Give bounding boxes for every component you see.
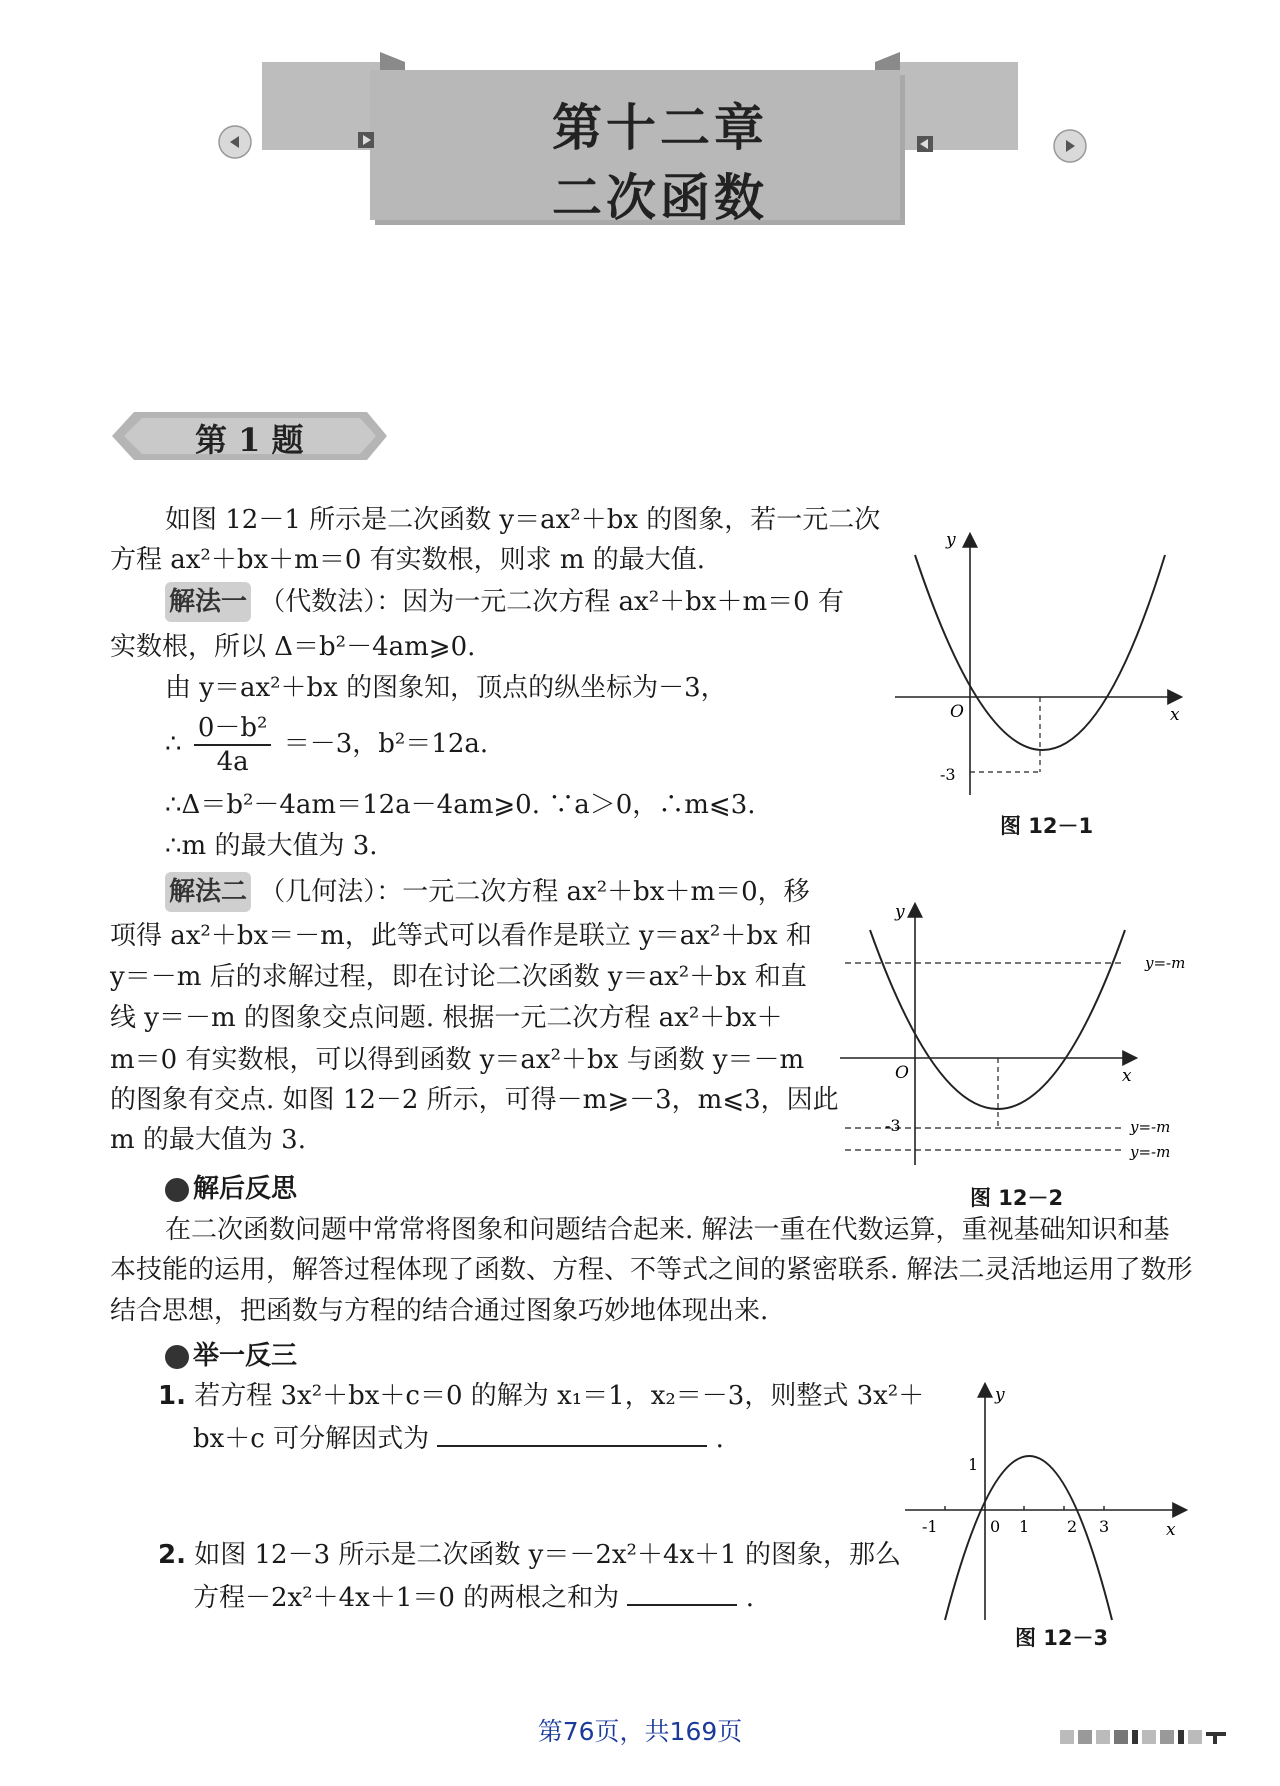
tick-label-0: 0 — [990, 1517, 1001, 1536]
solution1-text1: （代数法）：因为一元二次方程 ax²＋bx＋m＝0 有 — [259, 587, 844, 617]
solution2-line1 — [165, 872, 810, 912]
figure-12-3-caption: 图 12－3 — [1015, 1626, 1109, 1650]
reflection-line3: 结合思想，把函数与方程的结合通过图象巧妙地体现出来. — [110, 1296, 769, 1326]
q1-text2: bx＋c 可分解因式为 — [193, 1424, 430, 1454]
tick-label-neg3: -3 — [885, 1116, 901, 1135]
solution1-line2: 实数根，所以 Δ＝b²－4am⩾0. — [110, 632, 476, 662]
practice-heading-text: 举一反三 — [193, 1341, 298, 1371]
page-indicator: 第76页，共169页 — [537, 1717, 743, 1746]
parabola-curve — [945, 1456, 1112, 1620]
tick-label-neg1: -1 — [922, 1517, 938, 1536]
figure-12-2 — [835, 895, 1210, 1180]
solution2-label: 解法二 — [165, 872, 251, 912]
question-text-line1: 如图 12－1 所示是二次函数 y＝ax²＋bx 的图象，若一元二次 — [165, 505, 881, 535]
solution2-line2: 项得 ax²＋bx＝－m，此等式可以看作是联立 y＝ax²＋bx 和 — [110, 921, 812, 951]
q2-text1: 如图 12－3 所示是二次函数 y＝－2x²＋4x＋1 的图象，那么 — [194, 1540, 901, 1570]
label-line-upper: y=-m — [1145, 954, 1186, 972]
label-line-lower: y=-m — [1130, 1143, 1171, 1161]
figure-12-2-caption: 图 12－2 — [970, 1186, 1064, 1210]
y-axis-label: y — [946, 530, 956, 550]
solution1-line6: ∴m 的最大值为 3. — [165, 831, 378, 861]
solution2-line5: m＝0 有实数根，可以得到函数 y＝ax²＋bx 与函数 y＝－m — [110, 1045, 805, 1075]
origin-label: O — [895, 1063, 909, 1083]
reflection-heading — [165, 1168, 297, 1205]
figure-12-1-caption: 图 12－1 — [1000, 814, 1094, 838]
practice-q1-line2 — [193, 1417, 724, 1459]
chapter-number: 第十二章 — [552, 99, 768, 157]
figure-12-1 — [890, 525, 1200, 805]
solution2-line4: 线 y＝－m 的图象交点问题. 根据一元二次方程 ax²＋bx＋ — [110, 1003, 783, 1033]
practice-heading — [165, 1335, 297, 1372]
solution2-line3: y＝－m 后的求解过程，即在讨论二次函数 y＝ax²＋bx 和直 — [110, 962, 807, 992]
solution2-line7: m 的最大值为 3. — [110, 1125, 306, 1155]
pencil-icon — [165, 1178, 189, 1202]
reflection-heading-text: 解后反思 — [193, 1174, 298, 1204]
x-axis-label: x — [1166, 1520, 1176, 1540]
q2-end: . — [745, 1583, 754, 1613]
solution1-eq-rest: ＝－3，b²＝12a. — [283, 729, 489, 759]
y-axis-label: y — [895, 902, 905, 922]
fraction-denominator: 4a — [216, 747, 249, 777]
therefore-sign: ∴ — [165, 729, 182, 759]
solution1-line4 — [165, 712, 488, 778]
x-axis-label: x — [1170, 705, 1180, 725]
label-line-vertex: y=-m — [1130, 1118, 1171, 1136]
practice-q1-line1 — [158, 1376, 924, 1416]
chapter-title: 二次函数 — [552, 169, 768, 227]
q2-text2: 方程－2x²＋4x＋1＝0 的两根之和为 — [193, 1583, 620, 1613]
reflection-line2: 本技能的运用，解答过程体现了函数、方程、不等式之间的紧密联系. 解法二灵活地运用了数形 — [110, 1255, 1193, 1285]
fraction — [194, 712, 272, 778]
toolbar-decoration-icon — [1060, 1722, 1260, 1750]
fraction-numerator: 0－b² — [194, 712, 272, 746]
question-badge-label: 第 1 题 — [195, 421, 304, 459]
solution1-label: 解法一 — [165, 582, 251, 622]
solution2-text1: （几何法）：一元二次方程 ax²＋bx＋m＝0，移 — [259, 877, 810, 907]
figure-12-3 — [900, 1380, 1200, 1630]
solution2-line6: 的图象有交点. 如图 12－2 所示，可得－m⩾－3，m⩽3，因此 — [110, 1085, 839, 1115]
pencil-icon — [165, 1345, 189, 1369]
q2-number: 2. — [158, 1540, 186, 1570]
tick-label-3: 3 — [1099, 1517, 1110, 1536]
tick-label-neg3: -3 — [940, 765, 956, 784]
q1-text1: 若方程 3x²＋bx＋c＝0 的解为 x₁＝1，x₂＝－3，则整式 3x²＋ — [194, 1381, 925, 1411]
solution1-line5: ∴Δ＝b²－4am＝12a－4am⩾0. ∵a＞0，∴m⩽3. — [165, 790, 756, 820]
tick-label-1: 1 — [1019, 1517, 1030, 1536]
tick-label-2: 2 — [1067, 1517, 1078, 1536]
y-axis-label: y — [995, 1385, 1005, 1405]
q1-answer-blank[interactable] — [437, 1417, 707, 1447]
solution1-line1 — [165, 582, 844, 622]
practice-q2-line2 — [193, 1576, 754, 1618]
q1-number: 1. — [158, 1381, 186, 1411]
practice-q2-line1 — [158, 1535, 901, 1575]
q1-end: . — [715, 1424, 724, 1454]
x-axis-label: x — [1122, 1066, 1132, 1086]
q2-answer-blank[interactable] — [627, 1576, 737, 1606]
y-tick-label-1: 1 — [968, 1455, 979, 1474]
question-text-line2: 方程 ax²＋bx＋m＝0 有实数根，则求 m 的最大值. — [110, 545, 706, 575]
reflection-line1: 在二次函数问题中常常将图象和问题结合起来. 解法一重在代数运算，重视基础知识和基 — [165, 1215, 1170, 1245]
solution1-line3: 由 y＝ax²＋bx 的图象知，顶点的纵坐标为－3， — [165, 673, 727, 703]
origin-label: O — [950, 702, 964, 722]
